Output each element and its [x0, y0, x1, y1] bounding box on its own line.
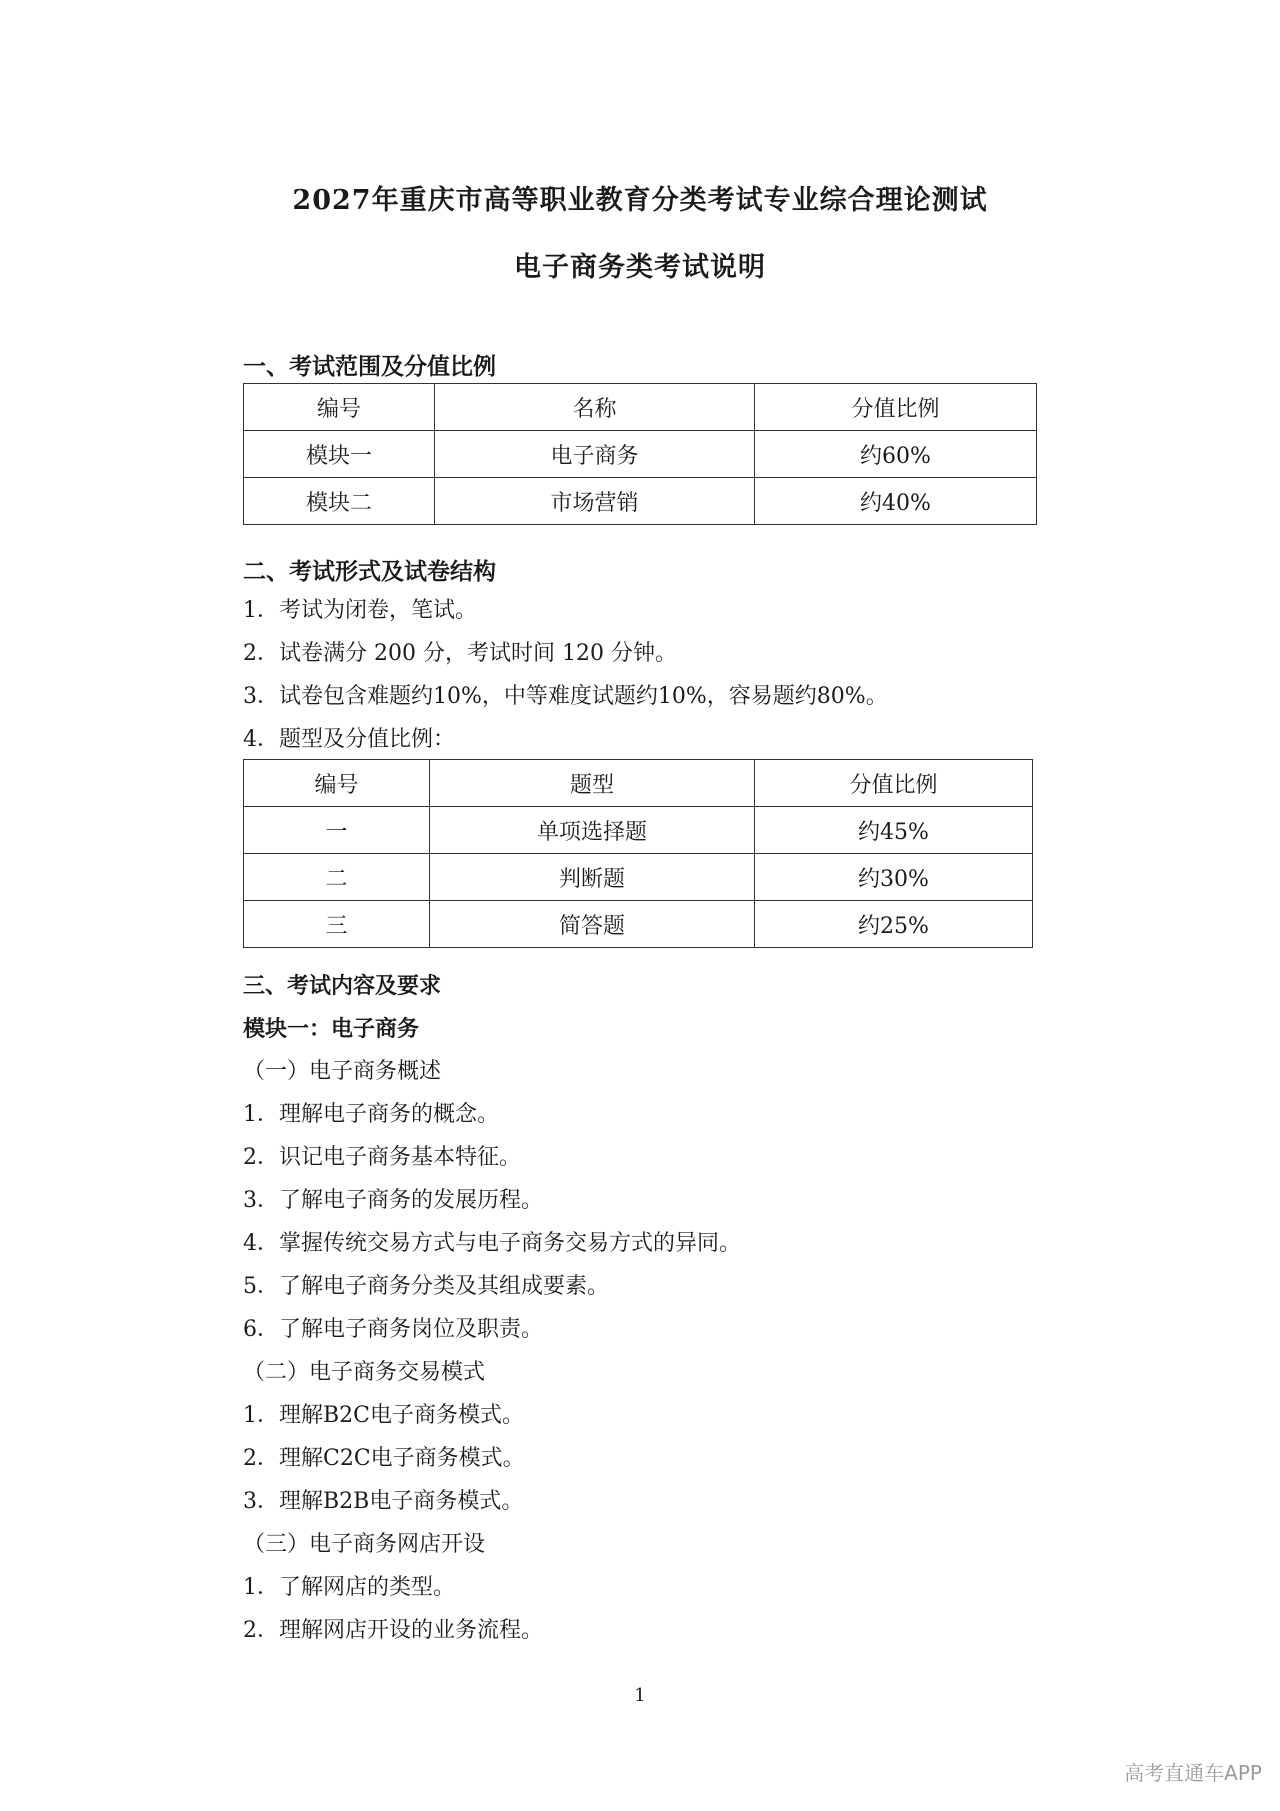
score-table-question-types	[243, 759, 1033, 948]
list-item: 4．题型及分值比例：	[243, 727, 455, 752]
list-item: 4．掌握传统交易方式与电子商务交易方式的异同。	[243, 1231, 741, 1256]
table-header-cell: 分值比例	[755, 760, 1033, 807]
list-item: 3．试卷包含难题约10%，中等难度试题约10%，容易题约80%。	[243, 684, 888, 709]
list-item: 2．理解C2C电子商务模式。	[243, 1446, 525, 1471]
table-cell: 一	[244, 807, 430, 854]
table-row	[244, 854, 1033, 901]
document-subtitle: 电子商务类考试说明	[514, 252, 766, 283]
table-header-row	[244, 760, 1033, 807]
table-header-cell: 题型	[430, 760, 755, 807]
table-cell: 约40%	[755, 478, 1037, 525]
page-number: 1	[634, 1685, 646, 1706]
score-table-modules	[243, 383, 1037, 525]
table-cell: 简答题	[430, 901, 755, 948]
document-title: 2027年重庆市高等职业教育分类考试专业综合理论测试	[292, 185, 988, 216]
list-item: 6．了解电子商务岗位及职责。	[243, 1317, 543, 1342]
table-header-cell: 名称	[435, 384, 755, 431]
list-item: 1．考试为闭卷，笔试。	[243, 598, 477, 623]
list-item: 3．理解B2B电子商务模式。	[243, 1489, 524, 1514]
table-header-cell: 编号	[244, 384, 435, 431]
list-item: 2．识记电子商务基本特征。	[243, 1145, 521, 1170]
section2-heading: 二、考试形式及试卷结构	[243, 558, 496, 585]
table-cell: 市场营销	[435, 478, 755, 525]
section1-heading: 一、考试范围及分值比例	[243, 353, 496, 380]
list-item: 1．理解B2C电子商务模式。	[243, 1403, 524, 1428]
list-item: 2．试卷满分 200 分，考试时间 120 分钟。	[243, 641, 677, 666]
table-row	[244, 431, 1037, 478]
section3-heading: 三、考试内容及要求	[243, 973, 442, 999]
list-item: 1．理解电子商务的概念。	[243, 1102, 499, 1127]
subsection-heading: （一）电子商务概述	[243, 1059, 442, 1084]
table-cell: 模块二	[244, 478, 435, 525]
table-cell: 单项选择题	[430, 807, 755, 854]
list-item: 2．理解网店开设的业务流程。	[243, 1618, 543, 1643]
table-row	[244, 807, 1033, 854]
table-cell: 电子商务	[435, 431, 755, 478]
list-item: 1．了解网店的类型。	[243, 1575, 455, 1600]
table-cell: 约25%	[755, 901, 1033, 948]
subsection-heading: （二）电子商务交易模式	[243, 1360, 486, 1385]
subsection-heading: （三）电子商务网店开设	[243, 1532, 486, 1557]
table-cell: 约30%	[755, 854, 1033, 901]
list-item: 3．了解电子商务的发展历程。	[243, 1188, 543, 1213]
list-item: 5．了解电子商务分类及其组成要素。	[243, 1274, 609, 1299]
table-row	[244, 901, 1033, 948]
table-header-cell: 编号	[244, 760, 430, 807]
module-heading: 模块一：电子商务	[243, 1016, 420, 1042]
table-row	[244, 478, 1037, 525]
watermark: 高考直通车APP	[1124, 1761, 1262, 1785]
table-header-row	[244, 384, 1037, 431]
table-cell: 约45%	[755, 807, 1033, 854]
table-cell: 二	[244, 854, 430, 901]
table-cell: 三	[244, 901, 430, 948]
table-cell: 约60%	[755, 431, 1037, 478]
table-header-cell: 分值比例	[755, 384, 1037, 431]
table-cell: 模块一	[244, 431, 435, 478]
table-cell: 判断题	[430, 854, 755, 901]
